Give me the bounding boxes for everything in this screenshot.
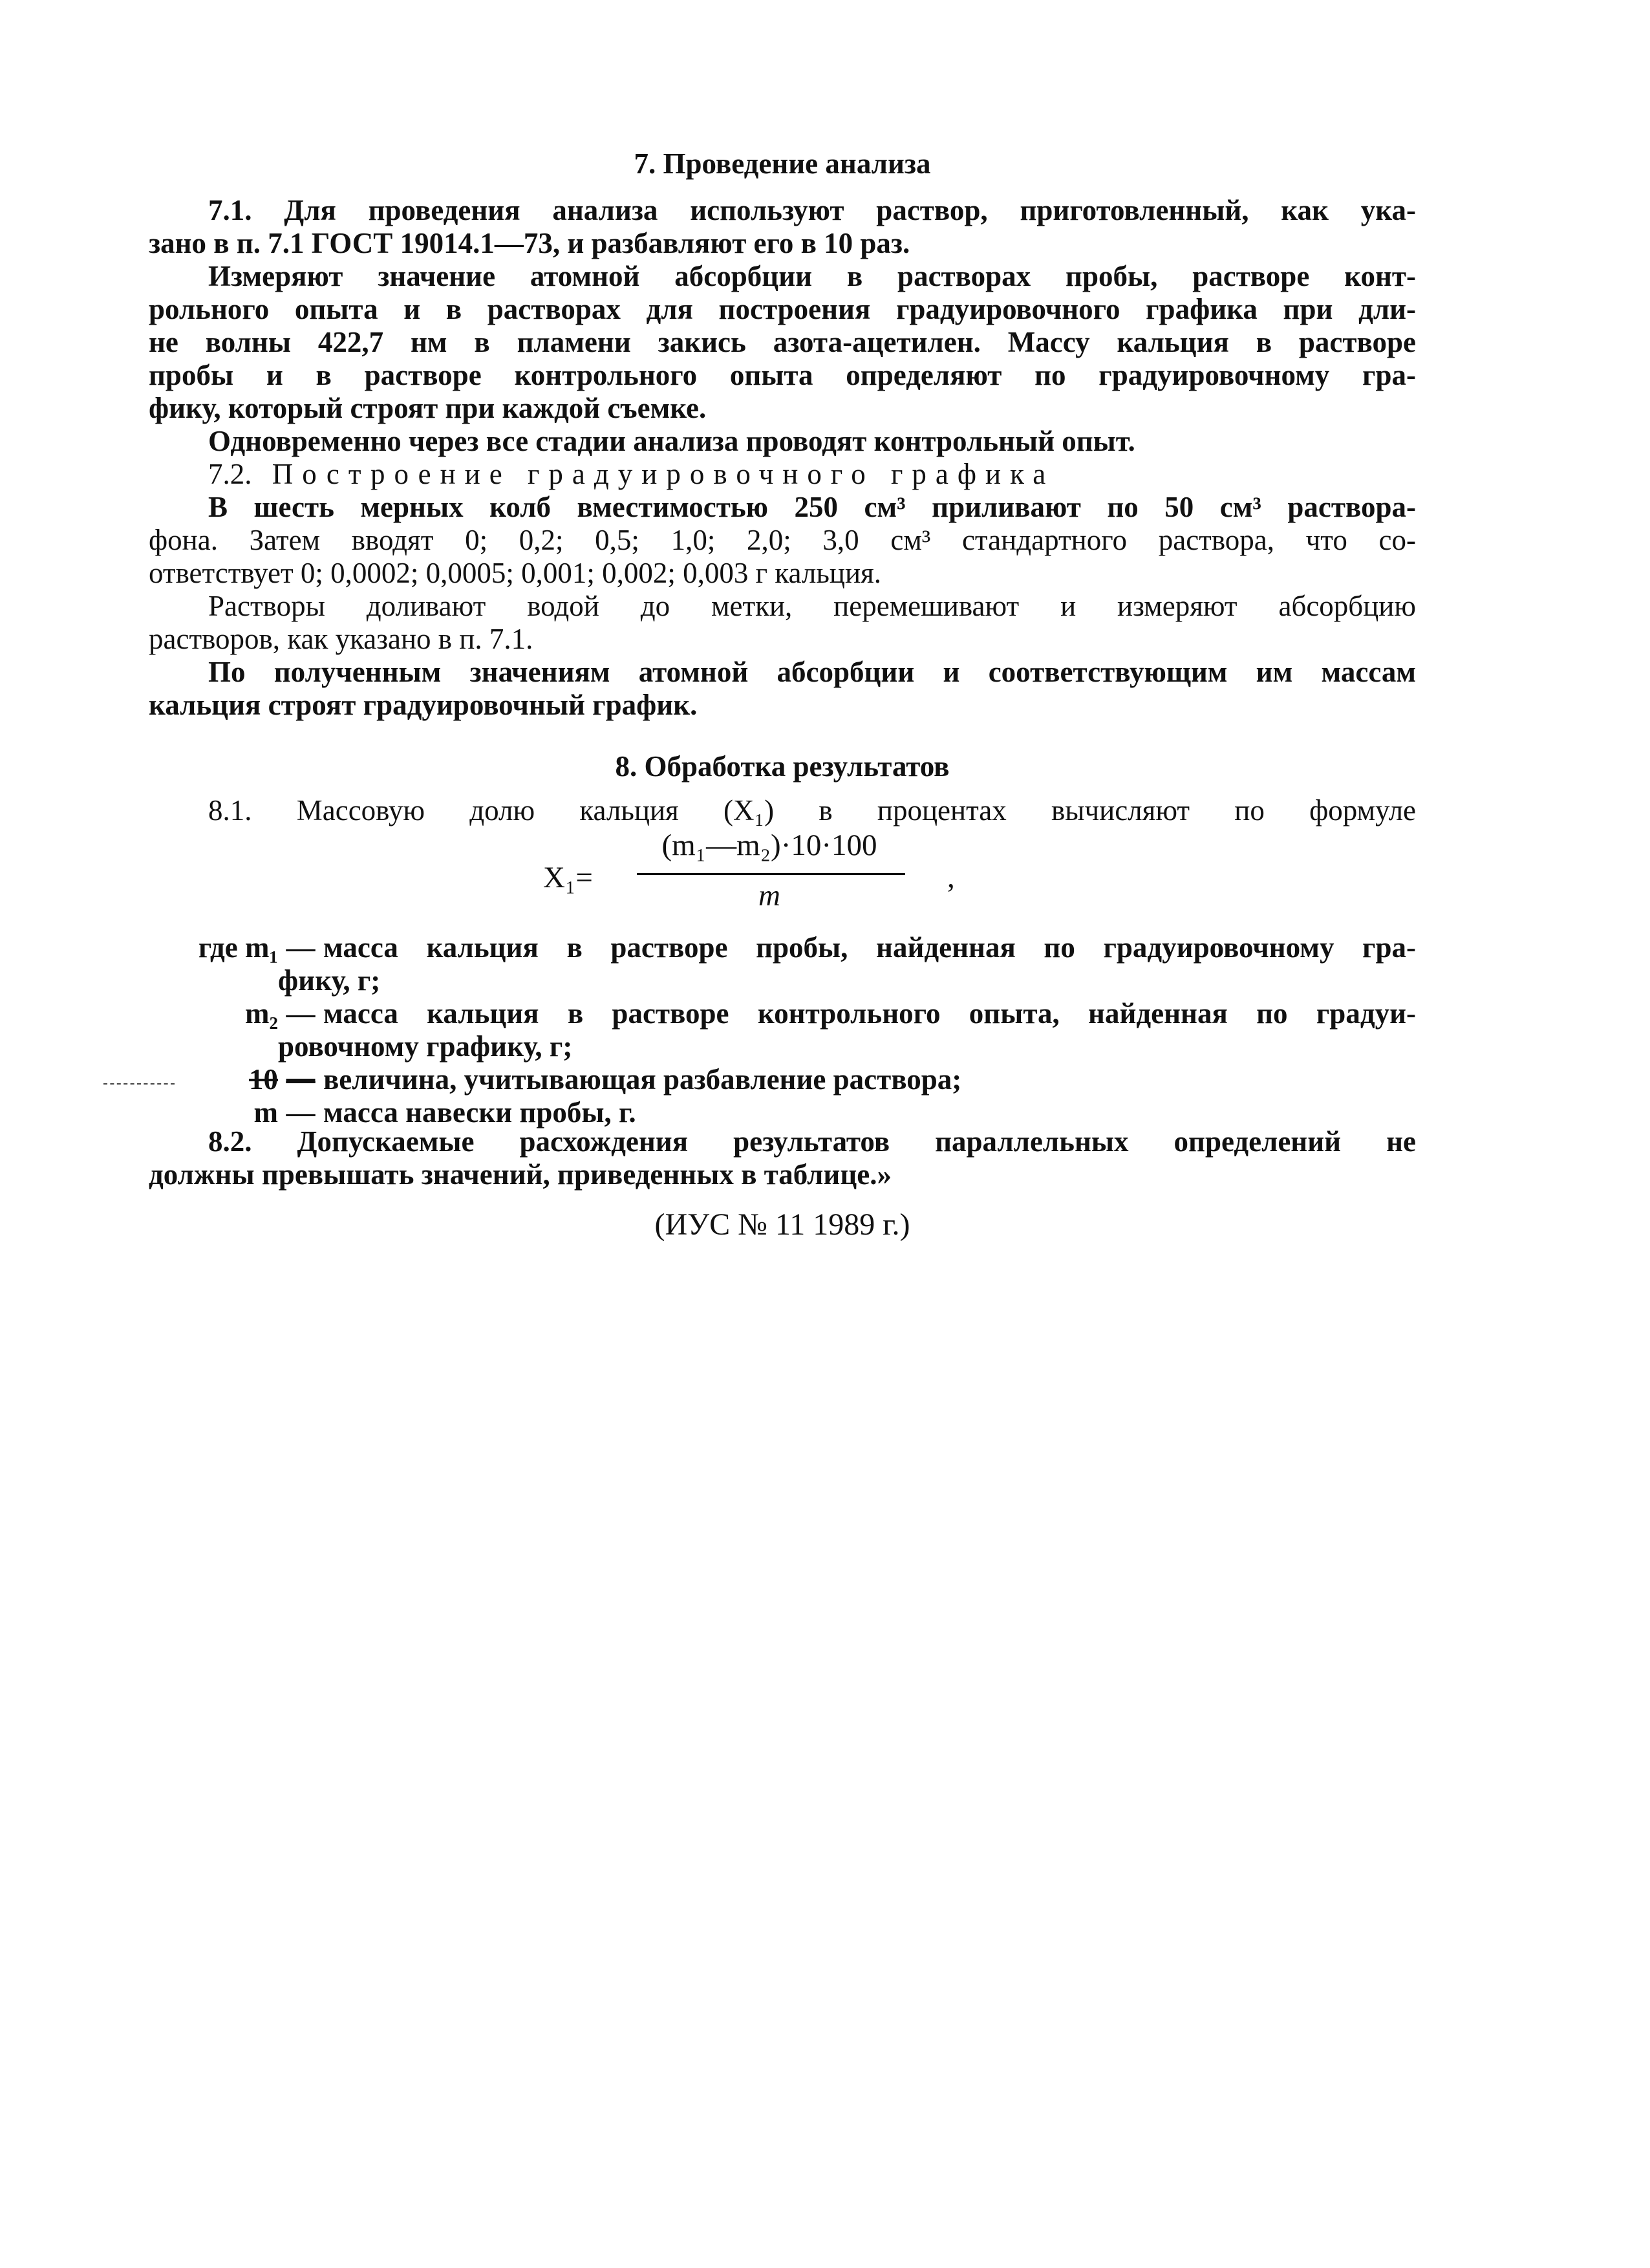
where-text: фику, г;	[278, 964, 381, 997]
formula-denominator: m	[758, 879, 780, 913]
where-label: m	[253, 1096, 278, 1129]
text-line: ответствует 0; 0,0002; 0,0005; 0,001; 0,002; 0,003 г кальция.	[149, 557, 881, 589]
section-7-heading: 7. Проведение анализа	[634, 147, 931, 180]
text-line: 8.1. Массовую долю кальция (X₁) в процентах вычисляют по формуле	[208, 794, 1416, 826]
section-7-2-title: Построение градуировочного графика	[272, 458, 1055, 490]
text-line: В шесть мерных колб вместимостью 250 см³ приливают по 50 см³ раствора-	[208, 491, 1416, 523]
text-line: рольного опыта и в растворах для построения градуировочного графика при дли-	[149, 293, 1416, 325]
margin-dash-mark	[103, 1083, 175, 1085]
text-line: 7.1. Для проведения анализа используют раствор, приготовленный, как ука-	[208, 194, 1416, 226]
dash: —	[286, 931, 316, 964]
where-label: 10	[249, 1063, 278, 1096]
text-line: Измеряют значение атомной абсорбции в растворах пробы, растворе конт-	[208, 260, 1416, 292]
text-line: Растворы доливают водой до метки, перемешивают и измеряют абсорбцию	[208, 590, 1416, 622]
where-label: где m₁	[198, 931, 278, 964]
where-text: ровочному графику, г;	[278, 1030, 573, 1063]
text-line: кальция строят градуировочный график.	[149, 689, 698, 721]
dash: —	[286, 1096, 316, 1129]
text-line: фику, который строят при каждой съемке.	[149, 392, 707, 424]
where-text: масса кальция в растворе контрольного опыта, найденная по градуи-	[323, 997, 1416, 1030]
where-item	[149, 931, 1416, 997]
text-line: зано в п. 7.1 ГОСТ 19014.1—73, и разбавляют его в 10 раз.	[149, 227, 910, 259]
text-line: пробы и в растворе контрольного опыта определяют по градуировочному гра-	[149, 359, 1416, 391]
section-7-2-title-line	[149, 458, 1416, 491]
text-line: должны превышать значений, приведенных в таблице.»	[149, 1158, 892, 1191]
where-item	[149, 1096, 1416, 1129]
fraction-bar	[637, 873, 905, 875]
where-item	[149, 997, 1416, 1063]
where-label: m₂	[245, 997, 278, 1030]
where-text: величина, учитывающая разбавление раствора;	[323, 1063, 962, 1096]
formula-trailing: ,	[947, 861, 955, 894]
text-line: 8.2. Допускаемые расхождения результатов параллельных определений не	[208, 1125, 1416, 1158]
paragraph-8-2	[149, 1125, 1416, 1191]
text-line: По полученным значениям атомной абсорбции и соответствующим им массам	[208, 656, 1416, 688]
text-line: фона. Затем вводят 0; 0,2; 0,5; 1,0; 2,0; 3,0 см³ стандартного раствора, что со-	[149, 524, 1416, 556]
formula-lhs: X₁=	[543, 861, 593, 894]
formula-numerator: (m₁—m₂)·10·100	[661, 828, 877, 862]
dash: —	[286, 1063, 316, 1096]
section-number: 7.2.	[208, 458, 252, 490]
paragraph-7-1	[149, 194, 1416, 722]
where-text: масса кальция в растворе пробы, найденная по градуировочному гра-	[323, 931, 1416, 964]
formula	[543, 821, 996, 918]
where-text: масса навески пробы, г.	[323, 1096, 636, 1129]
text-line: не волны 422,7 нм в пламени закись азота-ацетилен. Массу кальция в растворе	[149, 326, 1416, 358]
source-note: (ИУС № 11 1989 г.)	[654, 1207, 910, 1242]
where-list	[149, 931, 1416, 1129]
section-8-heading: 8. Обработка результатов	[615, 750, 950, 783]
text-line: Одновременно через все стадии анализа проводят контрольный опыт.	[208, 425, 1135, 457]
where-item	[149, 1063, 1416, 1096]
text-line: растворов, как указано в п. 7.1.	[149, 623, 533, 655]
dash: —	[286, 997, 316, 1030]
